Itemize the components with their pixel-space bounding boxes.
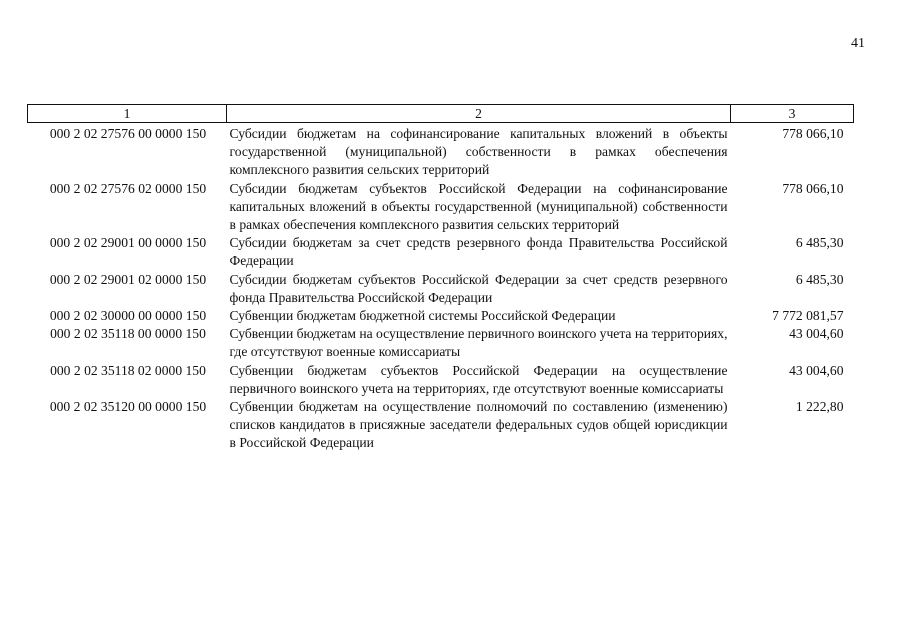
row-amount: 43 004,60 [789, 326, 844, 342]
table-row [28, 123, 854, 180]
table-row [28, 325, 854, 361]
budget-table [27, 104, 854, 453]
row-name: Субсидии бюджетам субъектов Российской Федерации на софинансирование капитальных вложений в объекты государственной (муниципальной) собственности в рамках обеспечения комплексного развития сельских территорий [229, 180, 728, 233]
row-code: 000 2 02 29001 00 0000 150 [49, 235, 207, 251]
row-name: Субвенции бюджетам на осуществление полномочий по составлению (изменению) списков кандидатов в присяжные заседатели федеральных судов общей юрисдикции в Российской Федерации [229, 399, 728, 451]
row-name: Субсидии бюджетам субъектов Российской Федерации за счет средств резервного фонда Правительства Российской Федерации [229, 271, 728, 305]
row-code: 000 2 02 27576 02 0000 150 [49, 180, 207, 196]
row-name: Субсидии бюджетам за счет средств резервного фонда Правительства Российской Федерации [229, 235, 728, 269]
row-amount: 1 222,80 [795, 399, 844, 415]
row-code: 000 2 02 30000 00 0000 150 [49, 308, 207, 324]
header-row [28, 105, 854, 123]
row-code: 000 2 02 35120 00 0000 150 [49, 399, 207, 415]
table-row [28, 307, 854, 325]
row-code: 000 2 02 27576 00 0000 150 [49, 126, 207, 141]
row-amount: 43 004,60 [789, 362, 844, 378]
row-name: Субвенции бюджетам бюджетной системы Российской Федерации [229, 308, 616, 324]
table-row [28, 362, 854, 398]
row-code: 000 2 02 35118 00 0000 150 [50, 326, 206, 342]
table-row [28, 271, 854, 307]
row-amount: 6 485,30 [795, 235, 844, 251]
row-code: 000 2 02 35118 02 0000 150 [50, 362, 206, 378]
row-code: 000 2 02 29001 02 0000 150 [49, 271, 207, 287]
header-code: 1 [28, 105, 227, 123]
table-row [28, 180, 854, 235]
row-amount: 6 485,30 [795, 271, 844, 287]
row-amount: 778 066,10 [782, 126, 844, 141]
row-name: Субсидии бюджетам на софинансирование капитальных вложений в объекты государственной (муниципальной) собственности в рамках обеспечения комплексного развития сельских территорий [229, 126, 728, 178]
row-name: Субвенции бюджетам субъектов Российской Федерации на осуществление первичного воинского учета на территориях, где отсутствуют военные комиссариаты [229, 362, 728, 396]
header-amount: 3 [731, 105, 854, 123]
table-row [28, 398, 854, 453]
table-row [28, 234, 854, 270]
row-amount: 7 772 081,57 [772, 308, 844, 324]
page-number: 41 [851, 36, 865, 51]
header-name: 2 [227, 105, 731, 123]
row-amount: 778 066,10 [782, 180, 844, 196]
row-name: Субвенции бюджетам на осуществление первичного воинского учета на территориях, где отсутствуют военные комиссариаты [229, 326, 728, 360]
